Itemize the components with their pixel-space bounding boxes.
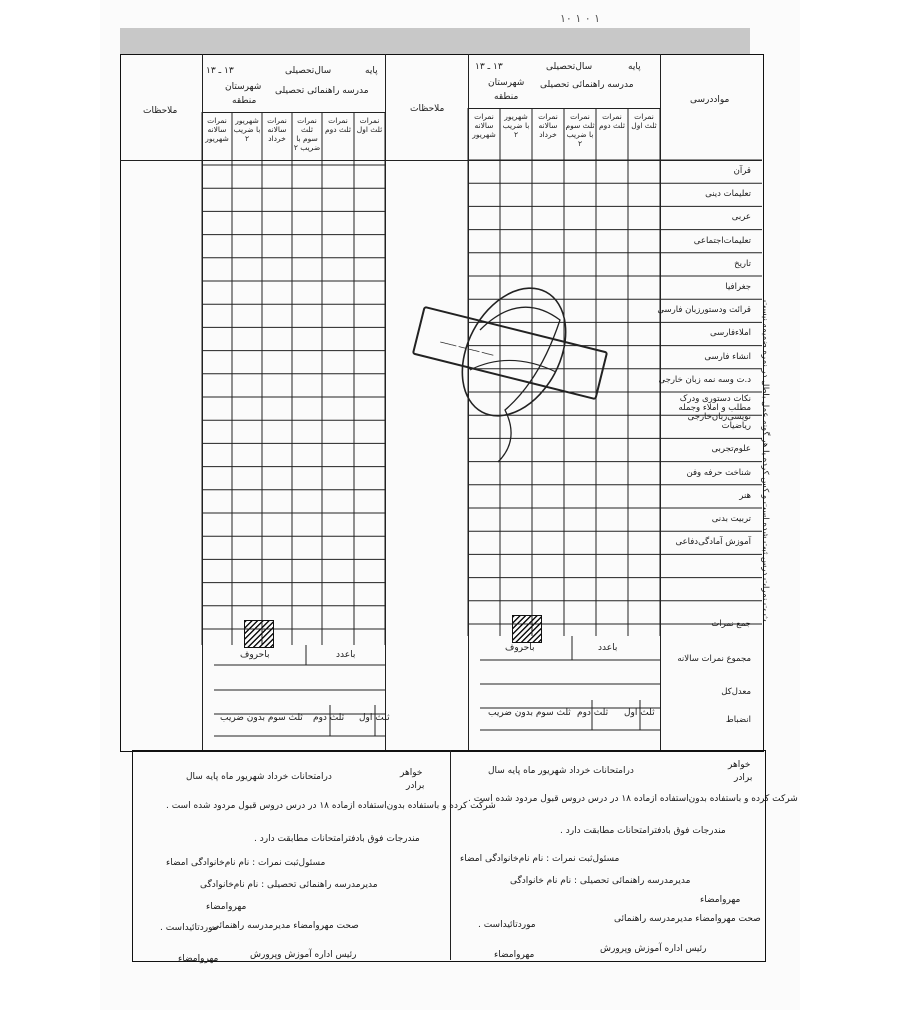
grade-label-right: پایه [628, 62, 641, 72]
term2-left: ثلث دوم [313, 713, 345, 723]
subject-label: مجموع نمرات سالانه [677, 654, 751, 664]
br-verify: صحت مهروامضاء مدیرمدرسه راهنمائی [614, 914, 761, 924]
br-participation: شرکت کرده و باستفاده بدون‌استفاده ازماده ۱۸ در درس دروس قبول مردود شده است . [468, 794, 798, 804]
right-col-header: نمرات سالانه شهریور [472, 112, 496, 139]
br-approved: موردتائیداست . [478, 920, 536, 930]
left-col-header: شهریور با ضریب ۲ [233, 116, 261, 143]
top-scrawl: ۱۰ ۱ ۰ ۱ [560, 12, 601, 25]
subject-label: انشاء فارسی [704, 351, 751, 362]
br-seal1: مهروامضاء [700, 895, 741, 905]
year-value-right: ۱۳ ـ ۱۳ [475, 62, 503, 72]
bl-brother: برادر [406, 781, 425, 791]
term1-right: ثلث اول [624, 708, 655, 718]
right-col-header: نمرات سالانه خرداد [538, 112, 558, 139]
bl-seal2: مهروامضاء [178, 954, 219, 964]
subject-label: علوم‌تجربی [711, 444, 751, 455]
subject-label: قرائت ودستورزبان فارسی [657, 305, 751, 316]
stamp-text: ـــــ ـــــ ـــ ـــــــ [439, 335, 495, 358]
subject-label: جمع نمرات [711, 619, 751, 629]
subject-label: انضباط [725, 715, 751, 725]
subject-label: عربی [731, 212, 751, 223]
subject-label: املاءفارسی [710, 328, 751, 339]
left-col-header: نمرات ثلث اول [356, 116, 383, 134]
city-label-right: شهرستان [488, 78, 525, 88]
term3-left: ثلث سوم بدون ضریب [220, 713, 303, 723]
br-head: رئیس اداره آموزش وپرورش [600, 944, 707, 954]
bl-match: مندرجات فوق بادفتر‌امتحانات مطابقت دارد . [254, 834, 420, 844]
subject-label: قرآن [733, 166, 751, 176]
bl-exam-line: درامتحانات خرداد شهریور ماه پایه سال [186, 772, 332, 782]
year-value-left: ۱۳ ـ ۱۳ [206, 66, 234, 76]
subject-label: تعلیمات دینی [705, 189, 751, 200]
right-col-header: نمرات ثلث دوم [599, 112, 625, 130]
br-sister: خواهر [728, 760, 751, 770]
subject-label: نکات دستوری ودرک مطلب و املاء وجمله نویسی‌زبان‌خارجی [678, 394, 751, 422]
total-letters-left: باحروف [240, 650, 270, 660]
year-label-right: سال‌تحصیلی [546, 62, 593, 72]
subject-label: تعلیمات‌اجتماعی [693, 235, 751, 246]
grade-label-left: پایه [365, 66, 378, 76]
left-col-header: نمرات سالانه شهریور [205, 116, 229, 143]
subjects-header: مواددرسی [690, 95, 730, 105]
right-col-header: نمرات ثلث اول [631, 112, 657, 130]
bl-sister: خواهر [400, 768, 423, 778]
region-label-right: منطقه [494, 92, 519, 102]
subject-label: معدل‌کل [721, 687, 751, 697]
left-col-header: نمرات ثلث سوم با ضریب ۲ [293, 116, 321, 152]
br-exam-line: درامتحانات خرداد شهریور ماه پایه سال [488, 766, 634, 776]
bl-registrar: مسئول‌ثبت نمرات : نام نام‌خانوادگی امضاء [166, 858, 326, 868]
subject-label: د.ت وسه نمه زبان خارجی [658, 374, 751, 385]
subject-label: جغرافیا [725, 282, 751, 292]
subject-label: هنر [739, 490, 751, 501]
school-label-right: مدرسه راهنمائی تحصیلی [540, 80, 634, 90]
br-principal: مدیرمدرسه راهنمائی تحصیلی : نام نام خانوادگی [510, 876, 691, 886]
term1-left: ثلث اول [359, 713, 390, 723]
br-brother: برادر [734, 773, 753, 783]
term2-right: ثلث دوم [577, 708, 609, 718]
bl-approved: موردتائیداست . [160, 923, 218, 933]
side-note: ث ت نمرات درس ثبت شده است و کس کرده یا هر گونه عمل باطل در نمره ضمیمه نیست [760, 300, 770, 622]
remarks-header-left: ملاحظات [143, 106, 178, 116]
subject-label: تاریخ [734, 258, 751, 269]
left-col-header: نمرات ثلث دوم [325, 116, 351, 134]
total-numeric-right: باعدد [598, 643, 618, 653]
left-col-header: نمرات سالانه خرداد [267, 116, 287, 143]
year-label-left: سال‌تحصیلی [285, 66, 332, 76]
right-col-header: نمرات ثلث سوم با ضریب ۲ [565, 112, 595, 148]
br-match: مندرجات فوق بادفتر‌امتحانات مطابقت دارد . [560, 826, 726, 836]
br-seal2: مهروامضاء [494, 950, 535, 960]
total-numeric-left: باعدد [336, 650, 356, 660]
total-letters-right: باحروف [505, 643, 535, 653]
term3-right: ثلث سوم بدون ضریب [488, 708, 571, 718]
subject-label: شناخت حرفه وفن [686, 467, 751, 478]
region-label-left: منطقه [232, 96, 257, 106]
subject-label: ریاضیات [721, 421, 751, 432]
city-label-left: شهرستان [225, 82, 262, 92]
right-col-header: شهریور با ضریب ۲ [502, 112, 530, 139]
remarks-header-right: ملاحظات [410, 104, 445, 114]
bl-principal: مدیرمدرسه راهنمائی تحصیلی : نام نام‌خانوادگی [200, 880, 378, 890]
bl-head: رئیس اداره آموزش وپرورش [250, 950, 357, 960]
subject-label: آموزش آمادگی‌دفاعی [675, 537, 751, 548]
bl-verify: صحت مهروامضاء مدیرمدرسه راهنمائی [212, 921, 359, 931]
bl-participation: شرکت کرده و باستفاده بدون‌استفاده ازماده ۱۸ در درس دروس قبول مردود شده است . [166, 801, 496, 811]
bl-seal1: مهروامضاء [206, 902, 247, 912]
subject-label: تربیت بدنی [711, 514, 751, 524]
school-label-left: مدرسه راهنمائی تحصیلی [275, 86, 369, 96]
br-registrar: مسئول‌ثبت نمرات : نام نام‌خانوادگی امضاء [460, 854, 620, 864]
